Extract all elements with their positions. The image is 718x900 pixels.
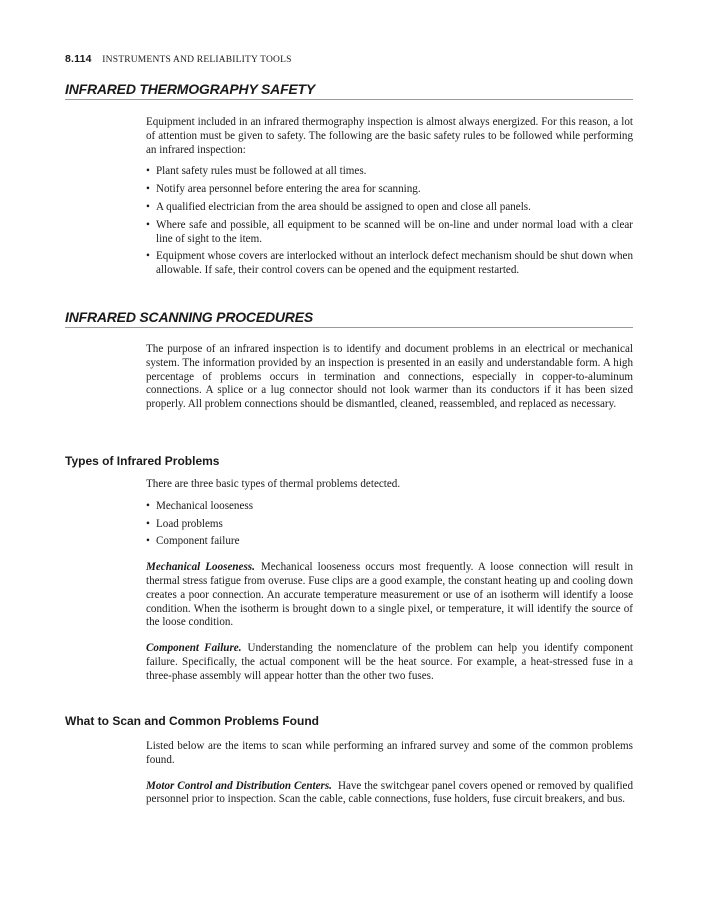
motor-control-paragraph: Motor Control and Distribution Centers. Have the switchgear panel covers opened or removed by qualified personnel prior to inspection. Scan the cable, cable connections, fuse holders, fuse circuit breakers, and bus. [146, 779, 634, 806]
list-item: • Component failure [146, 535, 240, 548]
types-list [146, 500, 633, 549]
list-item: • Notify area personnel before entering the area for scanning. [146, 183, 421, 196]
list-item: • Equipment whose covers are interlocked without an interlock defect mechanism should be shut down when allowable. If safe, their control covers can be opened and the equipment restarted. [146, 250, 633, 277]
motor-control-label: Motor Control and Distribution Centers. [146, 779, 332, 792]
mechanical-looseness-label: Mechanical Looseness. [146, 561, 255, 574]
types-body [146, 478, 633, 684]
mechanical-looseness-paragraph: Mechanical Looseness. Mechanical looseness occurs most frequently. A loose connection will result in thermal stress fatigue from overuse. Fuse clips are a good example, the constant heating up and cooling down creates a poor connection. An accurate temperature measurement or use of an isotherm will identify a loose condition. When the isotherm is brought down to a single pixel, or temperature, it will identify the source of the loose condition. [146, 561, 633, 629]
scan-body [146, 740, 633, 807]
procedures-paragraph: The purpose of an infrared inspection is to identify and document problems in an electrical or mechanical system. The information provided by an inspection is presented in an easily and understandable form. A high percentage of problems occurs in termination and connections, especially in copper-to-aluminum connections. A splice or a lug connector should not look warmer than its conductors if it has been sized properly. All problem connections should be dismantled, cleaned, reassembled, and replaced as necessary. [146, 343, 633, 411]
safety-rules-list [146, 165, 633, 278]
procedures-body [146, 343, 633, 412]
safety-body [146, 116, 633, 282]
safety-intro: Equipment included in an infrared thermography inspection is almost always energized. For this reason, a lot of attention must be given to safety. The following are the basic safety rules to be followed while performing an infrared inspection: [146, 116, 633, 156]
running-title: INSTRUMENTS AND RELIABILITY TOOLS [102, 55, 292, 65]
scan-intro: Listed below are the items to scan while performing an infrared survey and some of the common problems found. [146, 740, 633, 766]
component-failure-label: Component Failure. [146, 642, 242, 655]
scan-heading: What to Scan and Common Problems Found [65, 714, 320, 728]
component-failure-paragraph: Component Failure. Understanding the nomenclature of the problem can help you identify component failure. Specifically, the actual component will be the heat source. For example, a heat-stressed fuse in a three-phase assembly will appear hotter than the other two fuses. [146, 642, 633, 682]
page-number: 8.114 [65, 53, 92, 65]
list-item: • Load problems [146, 517, 223, 530]
list-item: • Plant safety rules must be followed at all times. [146, 165, 367, 178]
procedures-heading: INFRARED SCANNING PROCEDURES [65, 309, 633, 328]
safety-heading: INFRARED THERMOGRAPHY SAFETY [65, 81, 633, 100]
list-item: • Where safe and possible, all equipment to be scanned will be on-line and under normal load with a clear line of sight to the item. [146, 218, 633, 245]
types-intro: There are three basic types of thermal problems detected. [146, 478, 401, 490]
running-head [65, 53, 292, 65]
list-item: • A qualified electrician from the area should be assigned to open and close all panels. [146, 200, 531, 213]
list-item: • Mechanical looseness [146, 499, 254, 512]
types-heading: Types of Infrared Problems [65, 454, 220, 468]
